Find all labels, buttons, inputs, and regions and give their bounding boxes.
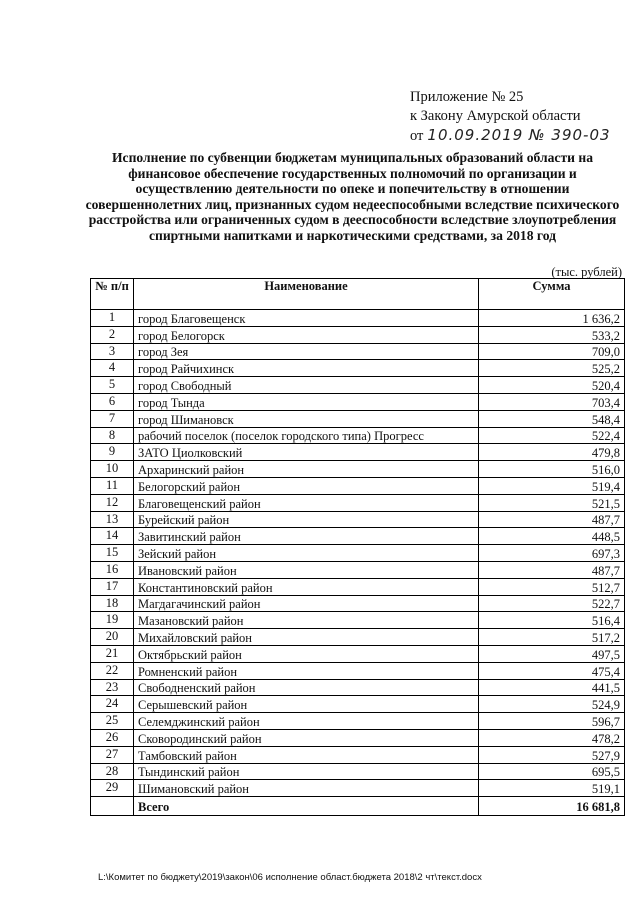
table-row <box>91 713 625 730</box>
row-sum: 517,2 <box>479 629 625 646</box>
row-sum: 448,5 <box>479 528 625 545</box>
table-row <box>91 561 625 578</box>
row-sum: 478,2 <box>479 729 625 746</box>
units-label: (тыс. рублей) <box>551 265 622 279</box>
row-number: 6 <box>91 393 134 410</box>
row-sum: 519,4 <box>479 477 625 494</box>
annex-date-prefix: от <box>410 128 424 144</box>
table-row <box>91 528 625 545</box>
annex-law: к Закону Амурской области <box>410 108 581 124</box>
row-number: 27 <box>91 746 134 763</box>
row-number: 5 <box>91 377 134 394</box>
total-row <box>91 797 625 816</box>
row-name: Ромненский район <box>134 662 479 679</box>
table-row <box>91 746 625 763</box>
row-number: 13 <box>91 511 134 528</box>
row-number: 21 <box>91 645 134 662</box>
row-name: город Благовещенск <box>134 310 479 327</box>
row-name: Благовещенский район <box>134 494 479 511</box>
row-number: 11 <box>91 477 134 494</box>
row-name: Белогорский район <box>134 477 479 494</box>
row-name: город Белогорск <box>134 326 479 343</box>
row-name: город Райчихинск <box>134 360 479 377</box>
table-row <box>91 343 625 360</box>
table-header-row <box>91 279 625 310</box>
total-num-cell <box>91 797 134 816</box>
row-number: 22 <box>91 662 134 679</box>
table-row <box>91 410 625 427</box>
row-name: город Шимановск <box>134 410 479 427</box>
row-number: 7 <box>91 410 134 427</box>
table-row <box>91 612 625 629</box>
row-sum: 520,4 <box>479 377 625 394</box>
annex-date-line <box>410 126 611 146</box>
header-num: № п/п <box>91 279 134 310</box>
annex-handwritten-date: 10.09.2019 № 390-03 <box>427 126 611 144</box>
row-number: 29 <box>91 780 134 797</box>
row-number: 24 <box>91 696 134 713</box>
row-sum: 533,2 <box>479 326 625 343</box>
row-number: 23 <box>91 679 134 696</box>
row-sum: 1 636,2 <box>479 310 625 327</box>
row-sum: 475,4 <box>479 662 625 679</box>
table-row <box>91 310 625 327</box>
table-row <box>91 511 625 528</box>
header-name: Наименование <box>134 279 479 310</box>
annex-number: Приложение № 25 <box>410 89 524 105</box>
row-number: 1 <box>91 310 134 327</box>
row-sum: 521,5 <box>479 494 625 511</box>
row-sum: 697,3 <box>479 545 625 562</box>
header-sum: Сумма <box>479 279 625 310</box>
row-number: 25 <box>91 713 134 730</box>
row-name: Селемджинский район <box>134 713 479 730</box>
row-name: город Свободный <box>134 377 479 394</box>
row-sum: 487,7 <box>479 511 625 528</box>
row-number: 3 <box>91 343 134 360</box>
row-name: город Зея <box>134 343 479 360</box>
row-name: Зейский район <box>134 545 479 562</box>
row-sum: 487,7 <box>479 561 625 578</box>
row-number: 9 <box>91 444 134 461</box>
row-sum: 516,4 <box>479 612 625 629</box>
total-sum: 16 681,8 <box>479 797 625 816</box>
row-name: ЗАТО Циолковский <box>134 444 479 461</box>
row-number: 10 <box>91 461 134 478</box>
row-sum: 522,4 <box>479 427 625 444</box>
row-name: Тындинский район <box>134 763 479 780</box>
row-number: 20 <box>91 629 134 646</box>
row-sum: 516,0 <box>479 461 625 478</box>
row-number: 19 <box>91 612 134 629</box>
table-row <box>91 763 625 780</box>
row-name: Свободненский район <box>134 679 479 696</box>
row-number: 15 <box>91 545 134 562</box>
table-row <box>91 360 625 377</box>
row-sum: 497,5 <box>479 645 625 662</box>
row-name: Архаринский район <box>134 461 479 478</box>
table-row <box>91 662 625 679</box>
row-number: 14 <box>91 528 134 545</box>
table-row <box>91 645 625 662</box>
row-sum: 522,7 <box>479 595 625 612</box>
row-sum: 479,8 <box>479 444 625 461</box>
row-sum: 524,9 <box>479 696 625 713</box>
row-sum: 525,2 <box>479 360 625 377</box>
table-row <box>91 578 625 595</box>
subvention-table <box>90 278 625 816</box>
file-path-footer: L:\Комитет по бюджету\2019\закон\06 исполнение област.бюджета 2018\2 чт\текст.docx <box>98 872 482 883</box>
table-row <box>91 729 625 746</box>
row-number: 12 <box>91 494 134 511</box>
table-row <box>91 427 625 444</box>
row-sum: 596,7 <box>479 713 625 730</box>
row-number: 16 <box>91 561 134 578</box>
row-sum: 548,4 <box>479 410 625 427</box>
row-name: Октябрьский район <box>134 645 479 662</box>
row-sum: 527,9 <box>479 746 625 763</box>
row-sum: 441,5 <box>479 679 625 696</box>
row-sum: 695,5 <box>479 763 625 780</box>
table-row <box>91 545 625 562</box>
row-sum: 512,7 <box>479 578 625 595</box>
row-number: 18 <box>91 595 134 612</box>
row-name: город Тында <box>134 393 479 410</box>
row-name: Михайловский район <box>134 629 479 646</box>
table-row <box>91 629 625 646</box>
table-row <box>91 444 625 461</box>
row-name: Шимановский район <box>134 780 479 797</box>
row-name: Серышевский район <box>134 696 479 713</box>
document-title: Исполнение по субвенции бюджетам муниципальных образований области на финансовое обеспечение государственных полномочий по организации и осуществлению деятельности по опеке и попечительству в отношении совершеннолетних лиц, признанных судом недееспособными вследствие психического расстройства или ограниченных судом в дееспособности вследствие злоупотребления спиртными напитками и наркотическими средствами, за 2018 год <box>85 150 620 243</box>
table-row <box>91 679 625 696</box>
row-sum: 709,0 <box>479 343 625 360</box>
table-row <box>91 696 625 713</box>
table-row <box>91 393 625 410</box>
table-row <box>91 780 625 797</box>
row-number: 26 <box>91 729 134 746</box>
row-sum: 519,1 <box>479 780 625 797</box>
row-sum: 703,4 <box>479 393 625 410</box>
row-name: Тамбовский район <box>134 746 479 763</box>
row-name: Константиновский район <box>134 578 479 595</box>
row-name: Бурейский район <box>134 511 479 528</box>
row-number: 28 <box>91 763 134 780</box>
annex-block <box>410 88 611 146</box>
row-number: 4 <box>91 360 134 377</box>
row-name: Сковородинский район <box>134 729 479 746</box>
table-row <box>91 326 625 343</box>
row-name: Мазановский район <box>134 612 479 629</box>
table-row <box>91 477 625 494</box>
row-number: 8 <box>91 427 134 444</box>
row-name: рабочий поселок (поселок городского типа) Прогресс <box>134 427 479 444</box>
row-name: Ивановский район <box>134 561 479 578</box>
row-name: Завитинский район <box>134 528 479 545</box>
row-number: 2 <box>91 326 134 343</box>
table-row <box>91 494 625 511</box>
row-number: 17 <box>91 578 134 595</box>
total-label: Всего <box>134 797 479 816</box>
row-name: Магдагачинский район <box>134 595 479 612</box>
table-row <box>91 377 625 394</box>
table-row <box>91 595 625 612</box>
table-row <box>91 461 625 478</box>
